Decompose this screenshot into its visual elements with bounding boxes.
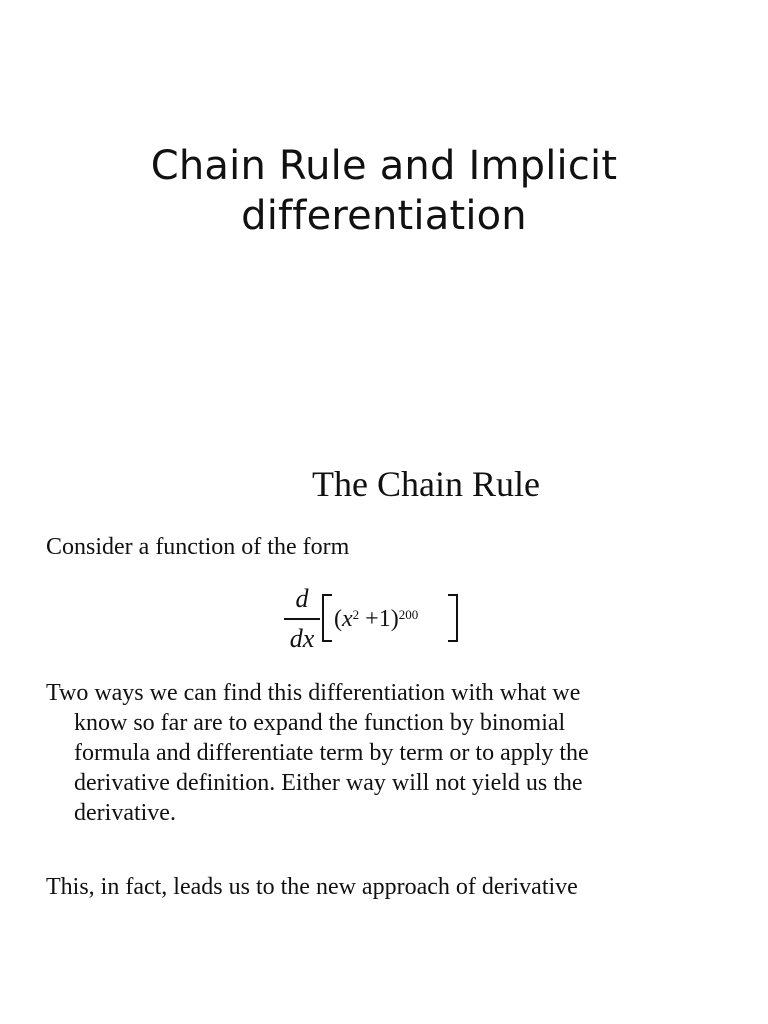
title-slide [0,0,768,420]
slide-title-line-1: Chain Rule and Implicit [150,142,618,189]
open-paren: ( [334,606,342,632]
fraction-bar [284,618,320,620]
explanation-paragraph [46,678,726,828]
derivative-operator [282,584,322,660]
content-slide [0,420,768,1024]
left-square-bracket [322,594,332,642]
paragraph-line: Two ways we can find this differentiation with what we [46,680,581,706]
paragraph-line: know so far are to expand the function by binomial [74,710,566,736]
slide-title [0,141,768,241]
plus-one-close: +1) [359,606,399,632]
formula-variable: x [342,606,353,632]
closing-text: This, in fact, leads us to the new approach of derivative [46,874,578,900]
right-square-bracket [448,594,458,642]
paragraph-line: derivative. [74,800,176,826]
fraction-denominator: dx [289,624,315,653]
derivative-formula [282,584,472,660]
paragraph-line: derivative definition. Either way will not yield us the [74,770,583,796]
intro-text: Consider a function of the form [46,534,350,560]
fraction-numerator: d [295,584,309,613]
formula-expression [334,604,418,634]
outer-exponent: 200 [398,607,419,622]
slide-title-line-2: differentiation [241,192,527,239]
inner-exponent: 2 [352,607,360,622]
paragraph-line: formula and differentiate term by term or to apply the [74,740,589,766]
section-heading: The Chain Rule [312,464,540,504]
